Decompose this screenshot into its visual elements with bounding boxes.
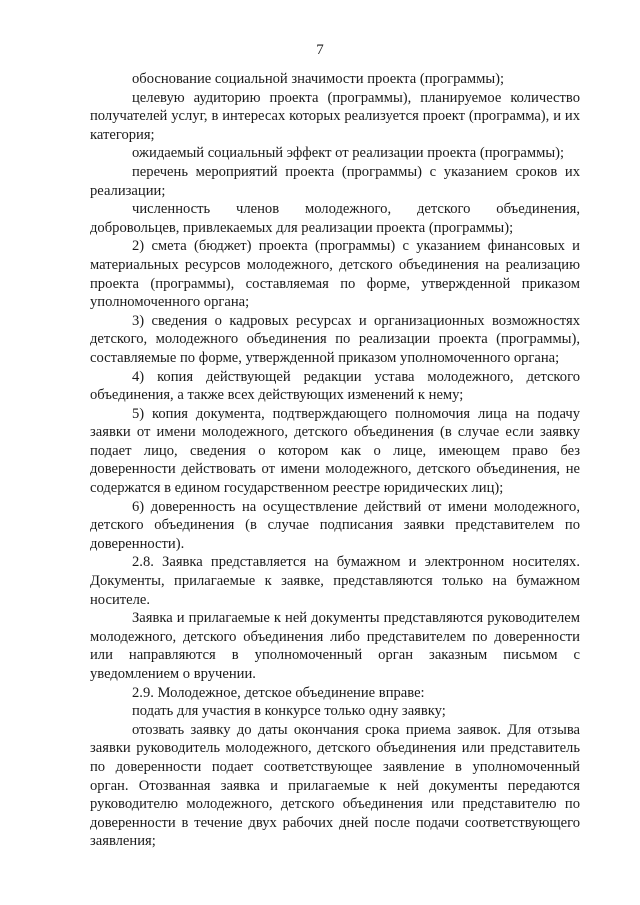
paragraph: 4) копия действующей редакции устава молодежного, детского объединения, а также всех действующих изменений к нему; [90, 368, 580, 404]
paragraph: отозвать заявку до даты окончания срока приема заявок. Для отзыва заявки руководитель молодежного, детского объединения или представитель по доверенности подает соответствующее заявление в уполномоченный орган. Отозванная заявка и прилагаемые к ней документы передаются руководителю молодежного, детского объединения или представителю по доверенности в течение двух рабочих дней после подачи соответствующего заявления; [90, 721, 580, 850]
paragraph: перечень мероприятий проекта (программы) с указанием сроков их реализации; [90, 163, 580, 199]
paragraph: Заявка и прилагаемые к ней документы представляются руководителем молодежного, детского объединения либо представителем по доверенности или направляются в уполномоченный орган заказным письмом с уведомлением о вручении. [90, 610, 580, 682]
paragraph: подать для участия в конкурсе только одну заявку; [132, 703, 446, 720]
paragraph: 6) доверенность на осуществление действий от имени молодежного, детского объединения (в случае подписания заявки представителем по доверенности). [90, 498, 580, 552]
paragraph: 2.8. Заявка представляется на бумажном и электронном носителях. Документы, прилагаемые к заявке, представляются только на бумажном носителе. [90, 554, 580, 608]
body-text [90, 70, 580, 851]
paragraph: ожидаемый социальный эффект от реализации проекта (программы); [132, 145, 565, 162]
paragraph: 3) сведения о кадровых ресурсах и организационных возможностях детского, молодежного объединения по реализации проекта (программы), составляемые по форме, утвержденной приказом уполномоченного органа; [90, 312, 580, 366]
paragraph: целевую аудиторию проекта (программы), планируемое количество получателей услуг, в интересах которых реализуется проект (программа), и их категория; [90, 89, 580, 143]
paragraph: 2) смета (бюджет) проекта (программы) с указанием финансовых и материальных ресурсов молодежного, детского объединения на реализацию проекта (программы), составляемая по форме, утвержденной приказом уполномоченного органа; [90, 238, 580, 311]
page-number: 7 [316, 42, 324, 58]
paragraph: 5) копия документа, подтверждающего полномочия лица на подачу заявки от имени молодежного, детского объединения (в случае если заявку подает лицо, сведения о котором как о лице, имеющем право без доверенности действовать от имени молодежного, детского объединения, не содержатся в едином государственном реестре юридических лиц); [90, 405, 580, 497]
paragraph: обоснование социальной значимости проекта (программы); [132, 71, 505, 87]
paragraph: 2.9. Молодежное, детское объединение вправе: [132, 684, 425, 701]
paragraph: численность членов молодежного, детского объединения, добровольцев, привлекаемых для реализации проекта (программы); [90, 201, 580, 236]
